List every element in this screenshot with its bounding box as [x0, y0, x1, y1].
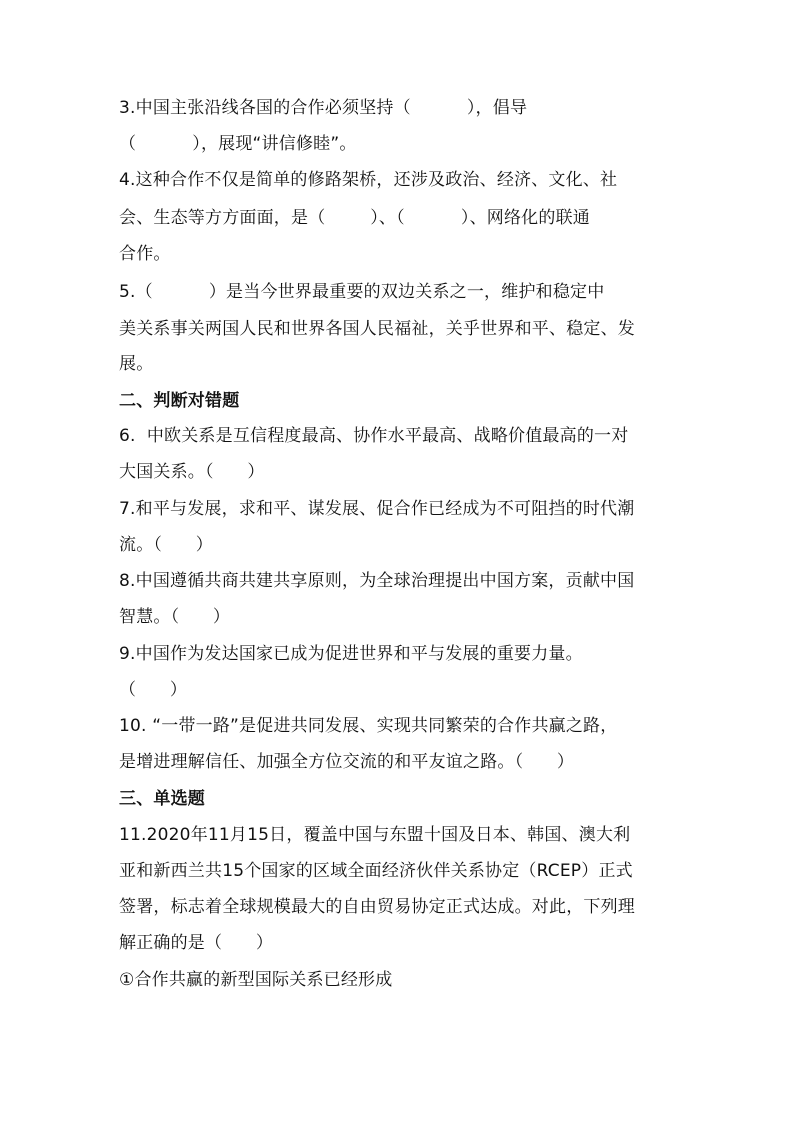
q7-line-1: 7.和平与发展，求和平、谋发展、促合作已经成为不可阻挡的时代潮: [119, 499, 635, 519]
q11-option-1: ①合作共赢的新型国际关系已经形成: [119, 970, 393, 990]
q8-line-2: 智慧。（ ）: [119, 607, 231, 627]
q3-line-2: （ ），展现“讲信修睦”。: [119, 134, 357, 154]
q7-line-2: 流。（ ）: [119, 535, 213, 555]
section-heading-single-choice: 三、单选题: [119, 789, 205, 809]
q8-line-1: 8.中国遵循共商共建共享原则，为全球治理提出中国方案，贡献中国: [119, 571, 635, 591]
q9-line-1: 9.中国作为发达国家已成为促进世界和平与发展的重要力量。: [119, 644, 583, 664]
q10-line-2: 是增进理解信任、加强全方位交流的和平友谊之路。（ ）: [119, 752, 575, 772]
q10-line-1: 10. “一带一路”是促进共同发展、实现共同繁荣的合作共赢之路，: [119, 716, 618, 736]
q11-line-2: 亚和新西兰共15个国家的区域全面经济伙伴关系协定（RCEP）正式: [119, 861, 633, 881]
q6-line-2: 大国关系。（ ）: [119, 462, 265, 482]
q3-line-1: 3.中国主张沿线各国的合作必须坚持（ ），倡导: [119, 98, 528, 118]
q9-line-2: （ ）: [119, 680, 188, 700]
q11-line-4: 解正确的是（ ）: [119, 933, 274, 953]
q5-line-1: 5.（ ）是当今世界最重要的双边关系之一，维护和稳定中: [119, 282, 605, 302]
q4-line-3: 合作。: [119, 244, 171, 264]
q5-line-3: 展。: [119, 354, 154, 374]
q11-line-3: 签署，标志着全球规模最大的自由贸易协定正式达成。对此，下列理: [119, 897, 635, 917]
q11-line-1: 11.2020年11月15日，覆盖中国与东盟十国及日本、韩国、澳大利: [119, 825, 631, 845]
q6-line-1: 6. 中欧关系是互信程度最高、协作水平最高、战略价值最高的一对: [119, 426, 629, 446]
section-heading-true-false: 二、判断对错题: [119, 391, 240, 411]
q4-line-2: 会、生态等方方面面，是（ ）、（ ）、网络化的联通: [119, 208, 590, 228]
q4-line-1: 4.这种合作不仅是简单的修路架桥，还涉及政治、经济、文化、社: [119, 170, 618, 190]
q5-line-2: 美关系事关两国人民和世界各国人民福祉，关乎世界和平、稳定、发: [119, 319, 635, 339]
